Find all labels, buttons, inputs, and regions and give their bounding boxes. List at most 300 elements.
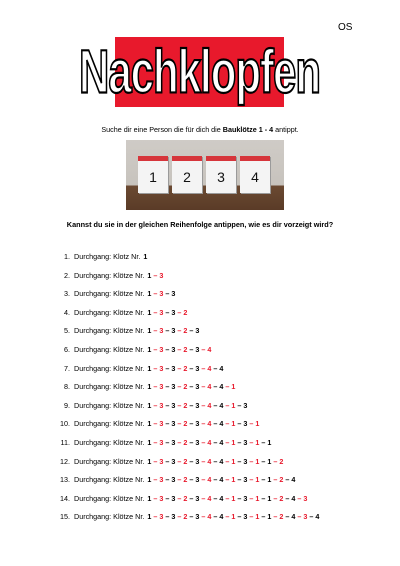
list-item bbox=[57, 382, 319, 401]
sequence-number: 1 bbox=[267, 493, 272, 503]
dash: – bbox=[223, 419, 232, 429]
dash: – bbox=[163, 382, 172, 392]
question-text: Kannst du sie in der gleichen Reihenfolge antippen, wie es dir vorzeigt wird? bbox=[66, 220, 334, 229]
sequence-number: 4 bbox=[207, 344, 212, 354]
round-number: 6. bbox=[64, 344, 70, 354]
intro-text bbox=[0, 125, 400, 134]
sequence-number: 3 bbox=[159, 363, 164, 373]
round-number: 14. bbox=[60, 493, 70, 503]
sequence-number: 4 bbox=[207, 419, 212, 429]
sequence-number: 4 bbox=[219, 493, 224, 503]
block-1 bbox=[138, 156, 168, 193]
round-sequence bbox=[147, 382, 235, 401]
dash: – bbox=[199, 382, 208, 392]
round-number: 3. bbox=[64, 289, 70, 299]
sequence-number: 1 bbox=[255, 512, 260, 522]
dash: – bbox=[163, 475, 172, 485]
sequence-number: 1 bbox=[143, 252, 148, 261]
dash: – bbox=[163, 363, 172, 373]
dash: – bbox=[235, 493, 244, 503]
dash: – bbox=[163, 456, 172, 466]
round-label: Durchgang: Klötze Nr. bbox=[74, 456, 145, 466]
dash: – bbox=[175, 382, 184, 392]
sequence-number: 1 bbox=[267, 456, 272, 466]
round-label: Durchgang: Klötze Nr. bbox=[74, 326, 145, 336]
sequence-number: 3 bbox=[195, 512, 200, 522]
dash: – bbox=[271, 512, 280, 522]
block-1-number: 1 bbox=[149, 169, 157, 185]
dash: – bbox=[199, 344, 208, 354]
dash: – bbox=[175, 419, 184, 429]
round-sequence bbox=[147, 271, 163, 290]
list-item bbox=[57, 438, 319, 457]
round-sequence bbox=[147, 326, 199, 345]
sequence-number: 2 bbox=[183, 307, 188, 317]
sequence-number: 1 bbox=[231, 475, 236, 485]
round-number: 13. bbox=[60, 475, 70, 485]
sequence-number: 3 bbox=[195, 400, 200, 410]
sequence-number: 2 bbox=[183, 400, 188, 410]
sequence-number: 3 bbox=[159, 400, 164, 410]
dash: – bbox=[187, 456, 196, 466]
sequence-number: 1 bbox=[231, 437, 236, 447]
sequence-number: 1 bbox=[147, 363, 152, 373]
sequence-number: 3 bbox=[303, 512, 308, 522]
sequence-number: 2 bbox=[183, 456, 188, 466]
sequence-number: 1 bbox=[231, 456, 236, 466]
sequence-number: 3 bbox=[171, 475, 176, 485]
dash: – bbox=[295, 512, 304, 522]
dash: – bbox=[187, 344, 196, 354]
author-initials: OS bbox=[338, 22, 353, 33]
intro-after: antippt. bbox=[273, 125, 299, 134]
sequence-number: 3 bbox=[171, 382, 176, 392]
sequence-number: 1 bbox=[231, 493, 236, 503]
sequence-number: 3 bbox=[171, 419, 176, 429]
dash: – bbox=[223, 437, 232, 447]
sequence-number: 3 bbox=[159, 512, 164, 522]
sequence-number: 1 bbox=[255, 437, 260, 447]
dash: – bbox=[151, 363, 160, 373]
dash: – bbox=[187, 493, 196, 503]
round-sequence bbox=[147, 457, 283, 476]
sequence-number: 2 bbox=[183, 493, 188, 503]
dash: – bbox=[175, 512, 184, 522]
round-number: 11. bbox=[60, 437, 70, 447]
sequence-number: 3 bbox=[171, 437, 176, 447]
sequence-number: 1 bbox=[147, 437, 152, 447]
round-number: 5. bbox=[64, 326, 70, 336]
sequence-number: 3 bbox=[195, 326, 200, 336]
dash: – bbox=[199, 512, 208, 522]
sequence-number: 4 bbox=[207, 382, 212, 392]
sequence-number: 1 bbox=[147, 289, 152, 299]
sequence-number: 1 bbox=[255, 419, 260, 429]
sequence-number: 2 bbox=[183, 512, 188, 522]
sequence-number: 1 bbox=[147, 493, 152, 503]
round-number: 1. bbox=[64, 252, 70, 261]
dash: – bbox=[199, 493, 208, 503]
dash: – bbox=[259, 493, 268, 503]
round-label: Durchgang: Klötze Nr. bbox=[74, 437, 145, 447]
dash: – bbox=[163, 307, 172, 317]
dash: – bbox=[199, 363, 208, 373]
sequence-number: 3 bbox=[171, 289, 176, 299]
dash: – bbox=[211, 475, 220, 485]
dash: – bbox=[151, 419, 160, 429]
sequence-number: 4 bbox=[219, 382, 224, 392]
sequence-number: 3 bbox=[171, 363, 176, 373]
sequence-number: 3 bbox=[243, 512, 248, 522]
block-2 bbox=[172, 156, 202, 193]
sequence-number: 1 bbox=[147, 512, 152, 522]
dash: – bbox=[235, 475, 244, 485]
title-banner bbox=[78, 37, 321, 107]
sequence-number: 3 bbox=[171, 456, 176, 466]
sequence-number: 3 bbox=[159, 270, 164, 280]
intro-bold: Bauklötze 1 - 4 bbox=[222, 125, 274, 134]
sequence-number: 1 bbox=[147, 344, 152, 354]
list-item bbox=[57, 308, 319, 327]
dash: – bbox=[235, 437, 244, 447]
sequence-number: 4 bbox=[207, 493, 212, 503]
dash: – bbox=[211, 512, 220, 522]
round-number: 2. bbox=[64, 270, 70, 280]
list-item bbox=[57, 345, 319, 364]
dash: – bbox=[187, 363, 196, 373]
dash: – bbox=[151, 400, 160, 410]
dash: – bbox=[247, 475, 256, 485]
dash: – bbox=[259, 456, 268, 466]
round-label: Durchgang: Klötze Nr. bbox=[74, 307, 145, 317]
dash: – bbox=[163, 400, 172, 410]
sequence-number: 1 bbox=[147, 475, 152, 485]
dash: – bbox=[163, 419, 172, 429]
block-3 bbox=[206, 156, 236, 193]
dash: – bbox=[223, 493, 232, 503]
sequence-number: 3 bbox=[195, 363, 200, 373]
dash: – bbox=[151, 289, 160, 299]
sequence-number: 4 bbox=[315, 512, 320, 522]
dash: – bbox=[199, 419, 208, 429]
round-number: 4. bbox=[64, 307, 70, 317]
dash: – bbox=[295, 493, 304, 503]
round-sequence bbox=[147, 345, 211, 364]
list-item bbox=[57, 326, 319, 345]
dash: – bbox=[187, 382, 196, 392]
sequence-number: 3 bbox=[195, 344, 200, 354]
sequence-number: 1 bbox=[231, 512, 236, 522]
sequence-number: 4 bbox=[207, 363, 212, 373]
dash: – bbox=[199, 400, 208, 410]
dash: – bbox=[247, 419, 256, 429]
sequence-number: 1 bbox=[255, 475, 260, 485]
dash: – bbox=[307, 512, 316, 522]
dash: – bbox=[211, 363, 220, 373]
block-2-number: 2 bbox=[183, 169, 191, 185]
list-item bbox=[57, 419, 319, 438]
sequence-number: 3 bbox=[159, 419, 164, 429]
sequence-number: 3 bbox=[159, 493, 164, 503]
list-item bbox=[57, 289, 319, 308]
page-title: Nachklopfen bbox=[78, 37, 321, 106]
sequence-number: 3 bbox=[159, 326, 164, 336]
round-number: 8. bbox=[64, 382, 70, 392]
round-sequence bbox=[147, 438, 271, 457]
dash: – bbox=[151, 493, 160, 503]
sequence-number: 1 bbox=[147, 456, 152, 466]
dash: – bbox=[163, 326, 172, 336]
block-4-number: 4 bbox=[251, 169, 259, 185]
sequence-number: 2 bbox=[183, 326, 188, 336]
dash: – bbox=[151, 512, 160, 522]
dash: – bbox=[175, 493, 184, 503]
round-label: Durchgang: Klötze Nr. bbox=[74, 512, 145, 522]
dash: – bbox=[223, 475, 232, 485]
sequence-number: 2 bbox=[183, 382, 188, 392]
round-label: Durchgang: Klötze Nr. bbox=[74, 400, 145, 410]
round-sequence bbox=[147, 289, 175, 308]
dash: – bbox=[175, 437, 184, 447]
sequence-number: 3 bbox=[159, 456, 164, 466]
dash: – bbox=[151, 307, 160, 317]
dash: – bbox=[211, 437, 220, 447]
sequence-number: 3 bbox=[159, 475, 164, 485]
dash: – bbox=[211, 456, 220, 466]
dash: – bbox=[235, 400, 244, 410]
round-label: Durchgang: Klötze Nr. bbox=[74, 344, 145, 354]
sequence-number: 2 bbox=[279, 475, 284, 485]
round-number: 15. bbox=[60, 512, 70, 522]
sequence-number: 4 bbox=[219, 456, 224, 466]
sequence-number: 1 bbox=[231, 382, 236, 392]
dash: – bbox=[199, 475, 208, 485]
sequence-number: 3 bbox=[171, 493, 176, 503]
sequence-number: 1 bbox=[267, 437, 272, 447]
sequence-number: 4 bbox=[219, 437, 224, 447]
sequence-number: 3 bbox=[159, 289, 164, 299]
list-item bbox=[57, 457, 319, 476]
dash: – bbox=[187, 437, 196, 447]
dash: – bbox=[271, 475, 280, 485]
block-4 bbox=[240, 156, 270, 193]
dash: – bbox=[271, 493, 280, 503]
sequence-number: 1 bbox=[231, 400, 236, 410]
sequence-number: 4 bbox=[219, 419, 224, 429]
sequence-number: 3 bbox=[243, 437, 248, 447]
sequence-number: 1 bbox=[147, 270, 152, 280]
sequence-number: 1 bbox=[255, 456, 260, 466]
sequence-number: 4 bbox=[219, 400, 224, 410]
sequence-number: 3 bbox=[171, 307, 176, 317]
sequence-number: 1 bbox=[147, 419, 152, 429]
dash: – bbox=[187, 419, 196, 429]
sequence-number: 3 bbox=[171, 326, 176, 336]
dash: – bbox=[211, 382, 220, 392]
sequence-number: 3 bbox=[195, 475, 200, 485]
block-3-number: 3 bbox=[217, 169, 225, 185]
dash: – bbox=[247, 456, 256, 466]
dash: – bbox=[175, 400, 184, 410]
sequence-number: 2 bbox=[183, 437, 188, 447]
sequence-number: 4 bbox=[291, 475, 296, 485]
list-item bbox=[57, 401, 319, 420]
sequence-number: 3 bbox=[171, 344, 176, 354]
sequence-number: 1 bbox=[147, 307, 152, 317]
dash: – bbox=[163, 344, 172, 354]
round-label: Durchgang: Klötze Nr. bbox=[74, 419, 145, 429]
dash: – bbox=[151, 456, 160, 466]
list-item bbox=[57, 494, 319, 513]
sequence-number: 3 bbox=[171, 400, 176, 410]
round-sequence bbox=[147, 494, 307, 513]
sequence-number: 3 bbox=[195, 456, 200, 466]
dash: – bbox=[151, 326, 160, 336]
dash: – bbox=[271, 456, 280, 466]
sequence-number: 4 bbox=[219, 512, 224, 522]
round-label: Durchgang: Klötze Nr. bbox=[74, 493, 145, 503]
dash: – bbox=[187, 326, 196, 336]
dash: – bbox=[235, 512, 244, 522]
sequence-number: 2 bbox=[279, 493, 284, 503]
dash: – bbox=[175, 475, 184, 485]
sequence-number: 3 bbox=[171, 512, 176, 522]
dash: – bbox=[211, 419, 220, 429]
round-label: Durchgang: Klötze Nr. bbox=[74, 270, 145, 280]
dash: – bbox=[223, 512, 232, 522]
round-number: 12. bbox=[60, 456, 70, 466]
sequence-number: 3 bbox=[159, 382, 164, 392]
sequence-number: 3 bbox=[243, 400, 248, 410]
round-sequence bbox=[143, 252, 147, 271]
dash: – bbox=[259, 437, 268, 447]
list-item bbox=[57, 364, 319, 383]
sequence-number: 3 bbox=[243, 493, 248, 503]
sequence-number: 3 bbox=[159, 437, 164, 447]
dash: – bbox=[175, 363, 184, 373]
sequence-number: 3 bbox=[159, 344, 164, 354]
sequence-number: 4 bbox=[291, 512, 296, 522]
round-number: 9. bbox=[64, 400, 70, 410]
round-label: Durchgang: Klötze Nr. bbox=[74, 382, 145, 392]
sequence-number: 2 bbox=[279, 512, 284, 522]
dash: – bbox=[223, 382, 232, 392]
sequence-number: 1 bbox=[267, 512, 272, 522]
dash: – bbox=[235, 456, 244, 466]
dash: – bbox=[187, 512, 196, 522]
round-label: Durchgang: Klötze Nr. bbox=[74, 363, 145, 373]
dash: – bbox=[235, 419, 244, 429]
list-item bbox=[57, 512, 319, 531]
sequence-number: 3 bbox=[243, 419, 248, 429]
dash: – bbox=[223, 400, 232, 410]
round-label: Durchgang: Klötze Nr. bbox=[74, 475, 145, 485]
round-sequence bbox=[147, 401, 247, 420]
round-sequence bbox=[147, 512, 319, 531]
sequence-number: 2 bbox=[183, 419, 188, 429]
round-sequence bbox=[147, 364, 223, 383]
sequence-number: 4 bbox=[207, 400, 212, 410]
dash: – bbox=[175, 344, 184, 354]
dash: – bbox=[199, 437, 208, 447]
sequence-number: 2 bbox=[279, 456, 284, 466]
round-sequence bbox=[147, 475, 295, 494]
dash: – bbox=[283, 475, 292, 485]
dash: – bbox=[163, 512, 172, 522]
dash: – bbox=[163, 493, 172, 503]
round-number: 10. bbox=[60, 419, 70, 429]
dash: – bbox=[223, 456, 232, 466]
dash: – bbox=[283, 512, 292, 522]
dash: – bbox=[247, 437, 256, 447]
dash: – bbox=[211, 400, 220, 410]
sequence-number: 3 bbox=[195, 437, 200, 447]
dash: – bbox=[151, 475, 160, 485]
dash: – bbox=[163, 437, 172, 447]
sequence-number: 3 bbox=[195, 493, 200, 503]
round-label: Durchgang: Klötze Nr. bbox=[74, 289, 145, 299]
sequence-number: 4 bbox=[219, 475, 224, 485]
dash: – bbox=[283, 493, 292, 503]
sequence-number: 4 bbox=[207, 512, 212, 522]
list-item bbox=[57, 475, 319, 494]
sequence-number: 4 bbox=[207, 456, 212, 466]
round-label: Durchgang: Klotz Nr. bbox=[74, 252, 141, 261]
sequence-number: 4 bbox=[207, 437, 212, 447]
dash: – bbox=[163, 289, 172, 299]
sequence-number: 4 bbox=[291, 493, 296, 503]
sequence-number: 3 bbox=[243, 456, 248, 466]
sequence-number: 4 bbox=[207, 475, 212, 485]
dash: – bbox=[211, 493, 220, 503]
sequence-number: 1 bbox=[147, 400, 152, 410]
dash: – bbox=[151, 437, 160, 447]
dash: – bbox=[187, 400, 196, 410]
dash: – bbox=[259, 475, 268, 485]
sequence-number: 3 bbox=[195, 382, 200, 392]
round-sequence bbox=[147, 419, 259, 438]
round-sequence bbox=[147, 308, 187, 327]
list-item bbox=[57, 252, 319, 271]
blocks-photo bbox=[126, 140, 284, 210]
dash: – bbox=[247, 512, 256, 522]
sequence-number: 3 bbox=[303, 493, 308, 503]
sequence-number: 1 bbox=[255, 493, 260, 503]
dash: – bbox=[151, 382, 160, 392]
sequence-number: 2 bbox=[183, 363, 188, 373]
sequence-number: 3 bbox=[243, 475, 248, 485]
sequence-number: 2 bbox=[183, 344, 188, 354]
dash: – bbox=[199, 456, 208, 466]
dash: – bbox=[175, 326, 184, 336]
sequence-number: 1 bbox=[147, 326, 152, 336]
sequence-number: 2 bbox=[183, 475, 188, 485]
list-item bbox=[57, 271, 319, 290]
sequence-number: 3 bbox=[195, 419, 200, 429]
sequence-number: 1 bbox=[147, 382, 152, 392]
dash: – bbox=[247, 493, 256, 503]
rounds-list bbox=[57, 252, 319, 531]
dash: – bbox=[151, 270, 160, 280]
dash: – bbox=[175, 456, 184, 466]
dash: – bbox=[259, 512, 268, 522]
intro-before: Suche dir eine Person die für dich die bbox=[101, 125, 223, 134]
round-number: 7. bbox=[64, 363, 70, 373]
dash: – bbox=[175, 307, 184, 317]
sequence-number: 1 bbox=[231, 419, 236, 429]
sequence-number: 1 bbox=[267, 475, 272, 485]
sequence-number: 4 bbox=[219, 363, 224, 373]
